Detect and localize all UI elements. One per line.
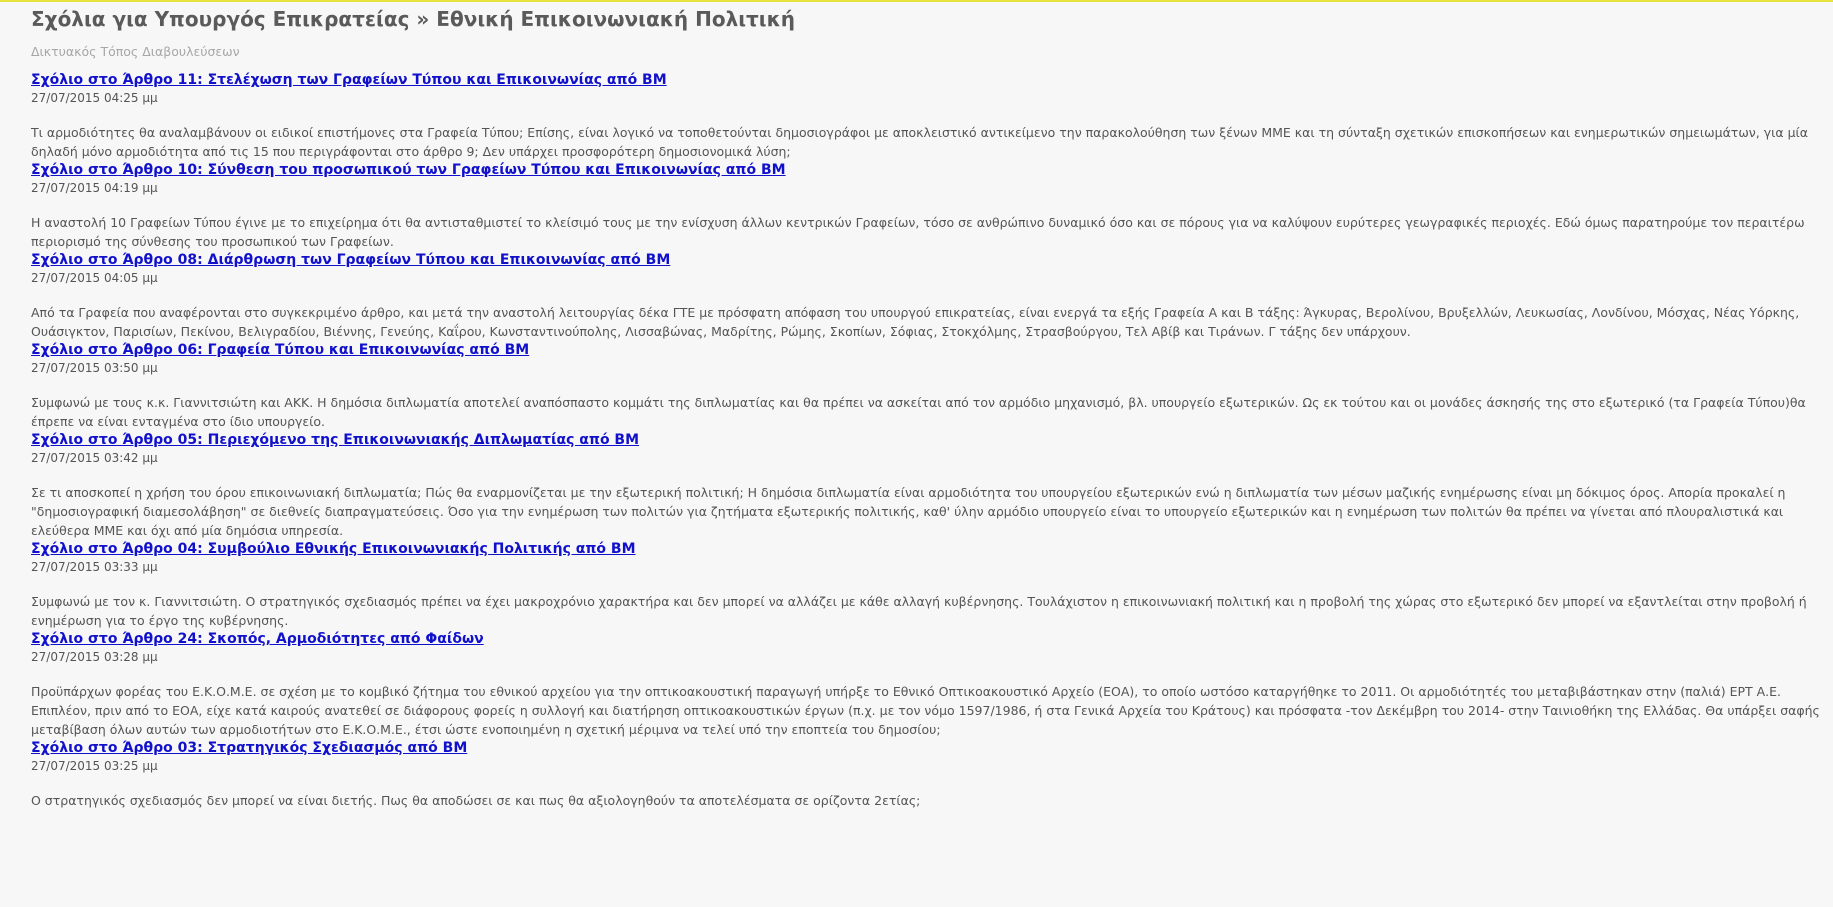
page-container: [0, 2, 1821, 810]
comment-item: [31, 251, 1821, 341]
comment-body: Από τα Γραφεία που αναφέρονται στο συγκεκριμένο άρθρο, και μετά την αναστολή λειτουργίας δέκα ΓΤΕ με πρόσφατη απόφαση του υπουργού επικρατείας, είναι ενεργά τα εξής Γραφεία Α και Β τάξης: Άγκυρας, Βερολίνου, Βρυξελλών, Λευκωσίας, Λονδίνου, Μόσχας, Νέας Υόρκης, Ουάσιγκτον, Παρισίων, Πεκίνου, Βελιγραδίου, Βιέννης, Γενεύης, Καΐρου, Κωνσταντινούπολης, Λισσαβώνας, Μαδρίτης, Ρώμης, Σκοπίων, Σόφιας, Στοκχόλμης, Στρασβούργου, Τελ Αβίβ και Τιράνων. Γ τάξης δεν υπάρχουν.: [31, 305, 1800, 339]
comment-title-link[interactable]: Σχόλιο στο Άρθρο 11: Στελέχωση των Γραφείων Τύπου και Επικοινωνίας από ΒΜ: [31, 72, 667, 88]
comment-date: 27/07/2015 03:25 μμ: [31, 759, 158, 773]
comment-title-link[interactable]: Σχόλιο στο Άρθρο 06: Γραφεία Τύπου και Επικοινωνίας από ΒΜ: [31, 342, 530, 358]
comment-list: [31, 71, 1821, 810]
comment-date: 27/07/2015 04:05 μμ: [31, 271, 158, 285]
comment-date: 27/07/2015 03:50 μμ: [31, 361, 158, 375]
comment-title-link[interactable]: Σχόλιο στο Άρθρο 08: Διάρθρωση των Γραφείων Τύπου και Επικοινωνίας από ΒΜ: [31, 252, 671, 268]
comment-item: [31, 341, 1821, 431]
comment-body: Ο στρατηγικός σχεδιασμός δεν μπορεί να είναι διετής. Πως θα αποδώσει σε και πως θα αξιολογηθούν τα αποτελέσματα σε ορίζοντα 2ετίας;: [31, 793, 921, 808]
comment-title-link[interactable]: Σχόλιο στο Άρθρο 03: Στρατηγικός Σχεδιασμός από ΒΜ: [31, 740, 468, 756]
page-title: Σχόλια για Υπουργός Επικρατείας » Εθνική Επικοινωνιακή Πολιτική: [31, 7, 796, 31]
comment-date: 27/07/2015 03:33 μμ: [31, 560, 158, 574]
site-subtitle: Δικτυακός Τόπος Διαβουλεύσεων: [31, 44, 240, 59]
comment-item: [31, 161, 1821, 251]
comment-date: 27/07/2015 03:28 μμ: [31, 650, 158, 664]
comment-title-link[interactable]: Σχόλιο στο Άρθρο 24: Σκοπός, Αρμοδιότητες από Φαίδων: [31, 631, 484, 647]
comment-item: [31, 739, 1821, 810]
comment-date: 27/07/2015 04:19 μμ: [31, 181, 158, 195]
comment-item: [31, 540, 1821, 630]
comment-body: Τι αρμοδιότητες θα αναλαμβάνουν οι ειδικοί επιστήμονες στα Γραφεία Τύπου; Επίσης, είναι λογικό να τοποθετούνται δημοσιογράφοι με αποκλειστικό αντικείμενο την παρακολούθηση των ξένων ΜΜΕ και τη σύνταξη σχετικών επισκοπήσεων και ενημερωτικών σημειωμάτων, για μία δηλαδή μόνο αρμοδιότητα από τις 15 που περιγράφονται στο άρθρο 9; Δεν υπάρχει προσφορότερη δημοσιονομικά λύση;: [31, 125, 1808, 159]
comment-title-link[interactable]: Σχόλιο στο Άρθρο 10: Σύνθεση του προσωπικού των Γραφείων Τύπου και Επικοινωνίας από ΒΜ: [31, 162, 786, 178]
comment-body: Συμφωνώ με τους κ.κ. Γιαννιτσιώτη και ΑΚΚ. Η δημόσια διπλωματία αποτελεί αναπόσπαστο κομμάτι της διπλωματίας και θα πρέπει να ασκείται από τον αρμόδιο μηχανισμό, βλ. υπουργείο εξωτερικών. Ως εκ τούτου και οι μονάδες άσκησής της στο εξωτερικό (τα Γραφεία Τύπου)θα έπρεπε να είναι ενταγμένα στο ίδιο υπουργείο.: [31, 395, 1806, 429]
comment-date: 27/07/2015 04:25 μμ: [31, 91, 158, 105]
comment-body: Σε τι αποσκοπεί η χρήση του όρου επικοινωνιακή διπλωματία; Πώς θα εναρμονίζεται με την εξωτερική πολιτική; Η δημόσια διπλωματία είναι αρμοδιότητα του υπουργείου εξωτερικών ενώ η διπλωματία των μέσων μαζικής ενημέρωσης είναι μη δόκιμος όρος. Απορία προκαλεί η "δημοσιογραφική διαμεσολάβηση" σε διεθνείς διαπραγματεύσεις. Όσο για την ενημέρωση των πολιτών για ζητήματα εξωτερικής πολιτικής, καθ' ύλην αρμόδιο υπουργείο είναι το υπουργείο εξωτερικών και η ενημέρωση των πολιτών θα πρέπει να γίνεται από πλουραλιστικά και ελεύθερα ΜΜΕ και όχι από μία δημόσια υπηρεσία.: [31, 485, 1786, 538]
comment-item: [31, 71, 1821, 161]
comment-title-link[interactable]: Σχόλιο στο Άρθρο 05: Περιεχόμενο της Επικοινωνιακής Διπλωματίας από ΒΜ: [31, 432, 640, 448]
comment-title-link[interactable]: Σχόλιο στο Άρθρο 04: Συμβούλιο Εθνικής Επικοινωνιακής Πολιτικής από ΒΜ: [31, 541, 636, 557]
comment-date: 27/07/2015 03:42 μμ: [31, 451, 158, 465]
comment-body: Συμφωνώ με τον κ. Γιαννιτσιώτη. Ο στρατηγικός σχεδιασμός πρέπει να έχει μακροχρόνιο χαρακτήρα και δεν μπορεί να αλλάζει με κάθε αλλαγή κυβέρνησης. Τουλάχιστον η επικοινωνιακή πολιτική και η προβολή της χώρας στο εξωτερικό δεν μπορεί να εξαντλείται στην προβολή ή ενημέρωση για το έργο της κυβέρνησης.: [31, 594, 1807, 628]
comment-body: Προϋπάρχων φορέας του Ε.Κ.Ο.Μ.Ε. σε σχέση με το κομβικό ζήτημα του εθνικού αρχείου για την οπτικοακουστική παραγωγή υπήρξε το Εθνικό Οπτικοακουστικό Αρχείο (ΕΟΑ), το οποίο ωστόσο καταργήθηκε το 2011. Οι αρμοδιότητές του μεταβιβάστηκαν στην (παλιά) ΕΡΤ Α.Ε. Επιπλέον, πριν από το ΕΟΑ, είχε κατά καιρούς ανατεθεί σε διάφορους φορείς η συλλογή και διατήρηση οπτικοακουστικών έργων (π.χ. με τον νόμο 1597/1986, ή στα Γενικά Αρχεία του Κράτους) και πρόσφατα -τον Δεκέμβρη του 2014- στην Ταινιοθήκη της Ελλάδας. Θα υπάρξει σαφής μεταβίβαση όλων αυτών των αρμοδιοτήτων στο Ε.Κ.Ο.Μ.Ε., έτσι ώστε ενοποιημένη η σχετική μέριμνα να τελεί υπό την εποπτεία του δημοσίου;: [31, 684, 1820, 737]
comment-body: Η αναστολή 10 Γραφείων Τύπου έγινε με το επιχείρημα ότι θα αντισταθμιστεί το κλείσιμό τους με την ενίσχυση άλλων κεντρικών Γραφείων, τόσο σε ανθρώπινο δυναμικό όσο και σε πόρους για να καλύψουν ευρύτερες γεωγραφικές περιοχές. Εδώ όμως παρατηρούμε τον περαιτέρω περιορισμό της σύνθεσης του προσωπικού των Γραφείων.: [31, 215, 1805, 249]
comment-item: [31, 431, 1821, 540]
comment-item: [31, 630, 1821, 739]
